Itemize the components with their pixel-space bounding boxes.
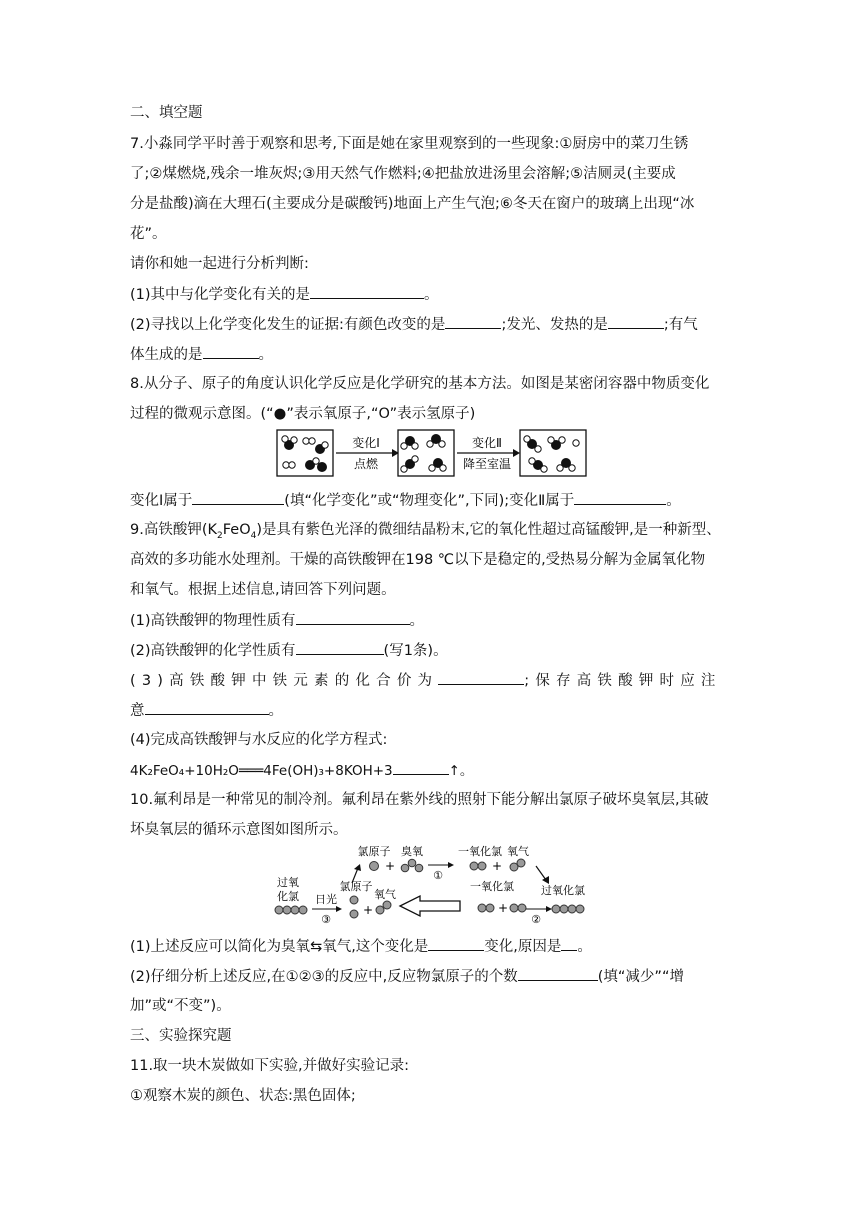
q9-part-3-cont (130, 700, 283, 721)
section-heading-fill-in: 二、填空题 (130, 105, 203, 121)
q10-line-1: 10.氟利昂是一种常见的制冷剂。氟利昂在紫外线的照射下能分解出氯原子破坏臭氧层,其破 (130, 792, 709, 808)
q7-line-2: 了;②煤燃烧,残余一堆灰烬;③用天然气作燃料;④把盐放进汤里会溶解;⑤洁厕灵(主要成 (130, 166, 676, 182)
q9-equation-text: 4K₂FeO₄+10H₂O═══4Fe(OH)₃+8KOH+3 (130, 763, 393, 779)
q10-part-2 (130, 966, 684, 987)
answer-blank[interactable] (438, 670, 524, 685)
q9-line-1 (130, 520, 721, 546)
answer-blank[interactable] (518, 966, 598, 981)
q9-part-1-end: 。 (409, 613, 425, 629)
q9-part-3 (130, 670, 722, 691)
q7-line-3: 分是盐酸)滴在大理石(主要成分是碳酸钙)地面上产生气泡;⑥冬天在窗户的玻璃上出现“冰 (130, 196, 695, 212)
q9-line-1-post: )是具有紫色光泽的微细结晶粉末,它的氧化性超过高锰酸钾,是一种新型、 (256, 522, 721, 538)
q7-part-2-end: 。 (258, 347, 273, 363)
q8-answer-line (130, 490, 681, 511)
label-clo-right: 一氧化氯 (470, 880, 514, 893)
answer-blank[interactable] (393, 760, 449, 775)
answer-blank[interactable] (608, 314, 664, 329)
label-step-2: ② (531, 913, 541, 926)
big-return-arrow (400, 896, 460, 916)
q9-part-1-text: (1)高铁酸钾的物理性质有 (130, 613, 296, 629)
label-peroxide-left-2: 化氯 (277, 890, 299, 903)
q7-part-2 (130, 314, 698, 335)
answer-blank[interactable] (561, 936, 577, 951)
arrow-1-label-bottom: 点燃 (353, 457, 379, 471)
q9-equation (130, 760, 473, 781)
q9-part-3b-end: 。 (268, 703, 283, 719)
q11-line-2: ①观察木炭的颜色、状态:黑色固体; (130, 1088, 356, 1104)
answer-blank[interactable] (445, 314, 501, 329)
q11-line-1: 11.取一块木炭做如下实验,并做好实验记录: (130, 1058, 410, 1074)
q8-answer-end: 。 (666, 493, 681, 509)
q7-part-2-text-a: (2)寻找以上化学变化发生的证据:有颜色改变的是 (130, 317, 446, 333)
q8-line-2: 过程的微观示意图。(“●”表示氧原子,“O”表示氢原子) (130, 406, 476, 422)
arrow-1-label-top: 变化Ⅰ (352, 436, 380, 450)
answer-blank[interactable] (296, 640, 384, 655)
answer-blank[interactable] (574, 490, 666, 505)
q10-part-2-text-a: (2)仔细分析上述反应,在①②③的反应中,反应物氯原子的个数 (130, 969, 518, 985)
svg-text:+: + (491, 859, 503, 873)
q10-part-2-cont: 加”或“不变”)。 (130, 998, 231, 1014)
q9-part-3-text: (3)高铁酸钾中铁元素的化合价为 (130, 673, 439, 689)
answer-blank[interactable] (310, 284, 424, 299)
q9-line-1-pre: 9.高铁酸钾(K (130, 522, 217, 538)
svg-text:+: + (362, 903, 374, 917)
q9-subscript-2: 4 (250, 530, 257, 541)
answer-blank[interactable] (192, 490, 284, 505)
answer-blank[interactable] (145, 700, 269, 715)
q7-part-1 (130, 284, 439, 305)
q7-part-2-cont (130, 344, 273, 365)
q10-line-2: 坏臭氧层的循环示意图如图所示。 (130, 822, 348, 838)
q10-part-1-text-a: (1)上述反应可以简化为臭氧⇆氧气,这个变化是 (130, 939, 429, 955)
microscopic-process-diagram (276, 427, 600, 479)
label-clo-top: 一氧化氯 (458, 845, 502, 858)
q9-part-3-mid: ;保存高铁酸钾时应注 (524, 673, 722, 689)
q7-part-1-text: (1)其中与化学变化有关的是 (130, 287, 311, 303)
label-o2-mid: 氧气 (374, 888, 396, 901)
q7-line-1: 7.小淼同学平时善于观察和思考,下面是她在家里观察到的一些现象:①厨房中的菜刀生锈 (130, 136, 689, 152)
q7-part-1-end: 。 (424, 287, 439, 303)
answer-blank[interactable] (203, 344, 259, 359)
q9-part-3b-text: 意 (130, 703, 145, 719)
q8-answer-text-b: (填“化学变化”或“物理变化”,下同);变化Ⅱ属于 (284, 493, 575, 509)
q7-part-2-text-c: ;有气 (663, 317, 698, 333)
q10-part-1 (130, 936, 592, 957)
label-step-3: ③ (321, 913, 331, 926)
q9-subscript-1: 2 (217, 530, 223, 541)
label-cl-atom-top: 氯原子 (357, 845, 391, 858)
q10-part-2-text-b: (填“减少”“增 (597, 969, 684, 985)
q8-line-1: 8.从分子、原子的角度认识化学反应是化学研究的基本方法。如图是某密闭容器中物质变化 (130, 376, 710, 392)
q9-line-1-mid: FeO (222, 522, 251, 538)
label-o2-top: 氧气 (507, 845, 529, 858)
q8-answer-text-a: 变化Ⅰ属于 (130, 493, 193, 509)
section-heading-experiment: 三、实验探究题 (130, 1028, 232, 1044)
q7-line-4: 花”。 (130, 226, 167, 242)
arrow-2-label-bottom: 降至室温 (462, 457, 512, 471)
q9-part-4: (4)完成高铁酸钾与水反应的化学方程式: (130, 732, 388, 748)
q7-part-2-text-d: 体生成的是 (130, 347, 203, 363)
q10-part-1-text-b: 变化,原因是 (484, 939, 562, 955)
answer-blank[interactable] (296, 610, 410, 625)
label-ozone: 臭氧 (401, 845, 423, 858)
arrow-2-label-top: 变化Ⅱ (472, 436, 502, 450)
label-cl-atom-mid: 氯原子 (339, 880, 373, 893)
answer-blank[interactable] (428, 936, 484, 951)
svg-text:+: + (384, 859, 396, 873)
q9-part-2-end: (写1条)。 (383, 643, 448, 659)
q9-line-2: 高效的多功能水处理剂。干燥的高铁酸钾在198 ℃以下是稳定的,受热易分解为金属氧化物 (130, 552, 706, 568)
q7-line-5: 请你和她一起进行分析判断: (130, 256, 309, 272)
q9-line-3: 和氧气。根据上述信息,请回答下列问题。 (130, 582, 396, 598)
q9-equation-end: ↑。 (448, 763, 474, 779)
ozone-cycle-diagram (270, 838, 600, 928)
label-step-1: ① (433, 869, 443, 882)
label-peroxide-left-1: 过氧 (277, 876, 299, 889)
svg-text:+: + (497, 901, 509, 915)
q10-part-1-end: 。 (577, 939, 592, 955)
label-peroxide-right: 过氧化氯 (541, 884, 585, 897)
label-sunlight: 日光 (315, 893, 337, 906)
q7-part-2-text-b: ;发光、发热的是 (501, 317, 608, 333)
q9-part-2-text: (2)高铁酸钾的化学性质有 (130, 643, 296, 659)
q9-part-2 (130, 640, 448, 661)
q9-part-1 (130, 610, 424, 631)
